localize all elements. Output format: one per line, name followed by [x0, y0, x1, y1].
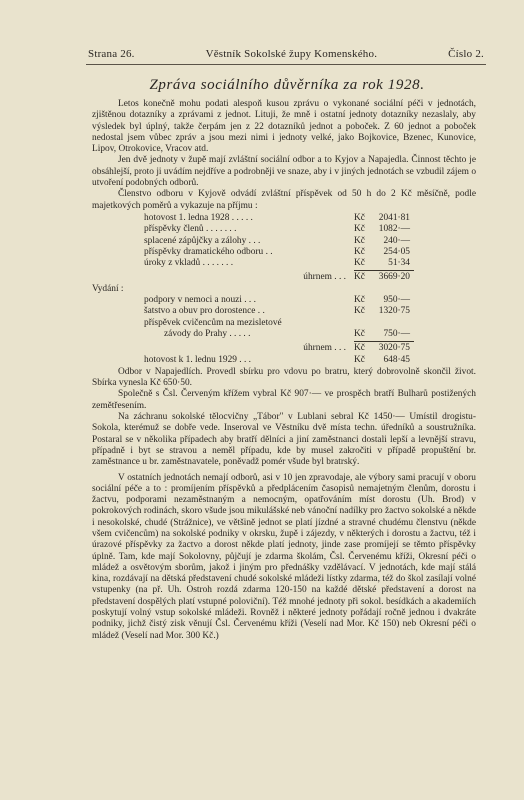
finance-currency: Kč	[354, 235, 365, 246]
header-rule	[86, 64, 486, 65]
finance-currency: Kč	[354, 306, 365, 317]
finance-item: šatstvo a obuv pro dorostence . .	[144, 306, 265, 317]
finance-currency: Kč	[354, 295, 365, 306]
finance-item: splacené zápůjčky a zálohy . . .	[144, 235, 261, 246]
finance-currency: Kč	[354, 258, 365, 269]
issue-number: Číslo 2.	[448, 48, 484, 60]
finance-amount: 1320·75	[378, 306, 410, 317]
finance-item: příspěvek cvičencům na mezisletové	[144, 317, 282, 328]
finance-currency: Kč	[354, 354, 365, 365]
article-body	[92, 99, 476, 642]
finance-amount: 2041·81	[378, 212, 410, 223]
paragraph: Letos konečně mohu podati alespoň kusou zprávu o vykonané sociální péči v jednotách, zjištěnou dotazníky a zprávami z jednot. Lituji, že mně i ostatní jednoty dotazníky nezaslaly, aby výsledek byl úplný, takže čerpám jen z 22 dotazníků jednot a poboček. Z 60 jednot a poboček nedostal jsem vůbec zpráv a jsou mezi nimi i jednoty velké, jako Bojkovice, Bzenec, Kunovice, Lipov, Otrokovice, Vracov atd.	[92, 99, 476, 155]
finance-amount: 254·05	[383, 246, 410, 257]
sum-rule	[354, 270, 414, 271]
journal-title: Věstník Sokolské župy Komenského.	[205, 48, 378, 60]
finance-row	[92, 306, 476, 317]
sum-rule	[354, 341, 414, 342]
page-number: Strana 26.	[88, 48, 135, 60]
running-header	[88, 48, 484, 60]
finance-currency: Kč	[354, 246, 365, 257]
finance-currency: Kč	[354, 272, 365, 283]
finance-amount: 750·—	[383, 328, 410, 339]
finance-item: úhrnem . . .	[303, 272, 346, 283]
finance-row	[92, 318, 476, 329]
paragraph: Členstvo odboru v Kyjově odvádí zvláštní příspěvek od 50 h do 2 Kč měsíčně, podle majetkových poměrů a vykazuje na příjmu :	[92, 189, 476, 211]
expense-label-row	[92, 284, 476, 295]
finance-amount: 950·—	[383, 295, 410, 306]
finance-row	[92, 295, 476, 306]
finance-currency: Kč	[354, 224, 365, 235]
finance-currency: Kč	[354, 328, 365, 339]
finance-item: příspěvky členů . . . . . . .	[144, 224, 237, 235]
finance-item: podpory v nemoci a nouzi . . .	[144, 295, 256, 306]
finance-row	[92, 213, 476, 224]
finance-item: úhrnem . . .	[303, 343, 346, 354]
finance-amount: 648·45	[383, 354, 410, 365]
finance-currency: Kč	[354, 212, 365, 223]
finance-balance-row	[92, 355, 476, 366]
finance-amount: 51·34	[388, 258, 410, 269]
finance-row	[92, 224, 476, 235]
paragraph: Odbor v Napajedlích. Provedl sbírku pro vdovu po bratru, který dobrovolně skončil život. Sbírka vynesla Kč 650·50.	[92, 366, 476, 389]
paragraph: Jen dvě jednoty v župě mají zvláštní sociální odbor a to Kyjov a Napajedla. Činnost těchto je obsáhlejší, proto ji uvádím nejdříve a podrobněji ve snaze, aby i v jiných jednotách se vzbudil zájem o utvoření podobných odborů.	[92, 155, 477, 189]
finance-amount: 240·—	[383, 235, 410, 246]
finance-amount: 3020·75	[378, 343, 410, 354]
finance-row	[92, 329, 476, 340]
paragraph: Na záchranu sokolské tělocvičny „Tábor" v Lublani sebral Kč 1450·— Umístil drogistu-Sokola, kterémuž se dobře vede. Inseroval ve Věstníku dvě místa techn. úředníků a soustružníka. Postaral se v několika případech aby bratří dělníci a jiní zaměstnanci dostali lepší a levnější stravu, případně i byt se stravou a neměl případu, kde by musel zakročiti v případě propuštění br. zaměstnance u br. zaměstnavatele, poněvadž pomér všude byl bratrský.	[92, 412, 476, 468]
expense-label: Vydání :	[92, 283, 124, 294]
finance-row	[92, 247, 476, 258]
finance-item: závody do Prahy . . . . .	[164, 328, 251, 339]
paragraph: Společně s Čsl. Červeným křížem vybral Kč 907·— ve prospěch bratří Bulharů postižených zemětřesením.	[92, 389, 476, 411]
finance-item: hotovost 1. ledna 1928 . . . . .	[144, 212, 253, 223]
article-title: Zpráva sociálního důvěrníka za rok 1928.	[149, 77, 425, 93]
finance-table	[92, 213, 476, 366]
finance-row	[92, 236, 476, 247]
finance-amount: 3669·20	[378, 272, 410, 283]
finance-total-row	[92, 272, 476, 283]
finance-total-row	[92, 343, 476, 354]
finance-currency: Kč	[354, 343, 365, 354]
paragraph: V ostatních jednotách nemají odborů, asi v 10 jen zpravodaje, ale výbory sami pracují v oboru sociální péče a to : promíjením příspěvků a předplácením časopisů nemajetným členům, dorostu i žactvu, podporami nezaměstnaným a nemocným, opatřováním míst dorostu (Uh. Brod) v pokrokových rodinách, skoro všude jsou mikulášské neb vánoční nadílky pro žactvo sokolské a někde i nesokolské, chudé (Strážnice), ve většině jednot se platí jízdné a stravné chudému členstvu (někde všem cvičencům) na sokolské podniky v okrsku, župě i zájezdy, v některých i dorostu a žactvu, též i úrazové příspěvky za žactvo a dorost někde platí jednoty, jinde zase promíjejí se těmto příspěvky úplně. Tam, kde mají Sokolovny, půjčují je zdarma školám, Čsl. Červenému kříži, Okresní péči o mládež a osvětovým sborům, jakož i jiným pro přednášky vzdělávací. V jednotách, kde mají stálá kina, rozdávají na dětská představení chudé sokolské mládeži lístky zdarma, též do škol zasílají volné vstupenky (na př. Uh. Ostroh rozdá zdarma 120-150 na každé dětské představení a dorost na představení dospělých platí vstupné poloviční). Též mnohé jednoty při sokol. besídkách a akademiích poskytují volný vstup sokolské mládeži. Rovněž i některé jednoty pořádají ročně jednou i dvakráte podniky, jichž čistý zisk věnují Čsl. Červenému kříži (Veselí nad Mor. Kč 150) neb Okresní péči o mládež (Veselí nad Mor. 300 Kč.)	[92, 472, 476, 641]
finance-amount: 1082·—	[378, 224, 410, 235]
finance-row	[92, 258, 476, 269]
finance-item: hotovost k 1. lednu 1929 . . .	[144, 354, 252, 365]
finance-item: úroky z vkladů . . . . . . .	[144, 258, 234, 269]
finance-item: příspěvky dramatického odboru . .	[144, 246, 273, 257]
